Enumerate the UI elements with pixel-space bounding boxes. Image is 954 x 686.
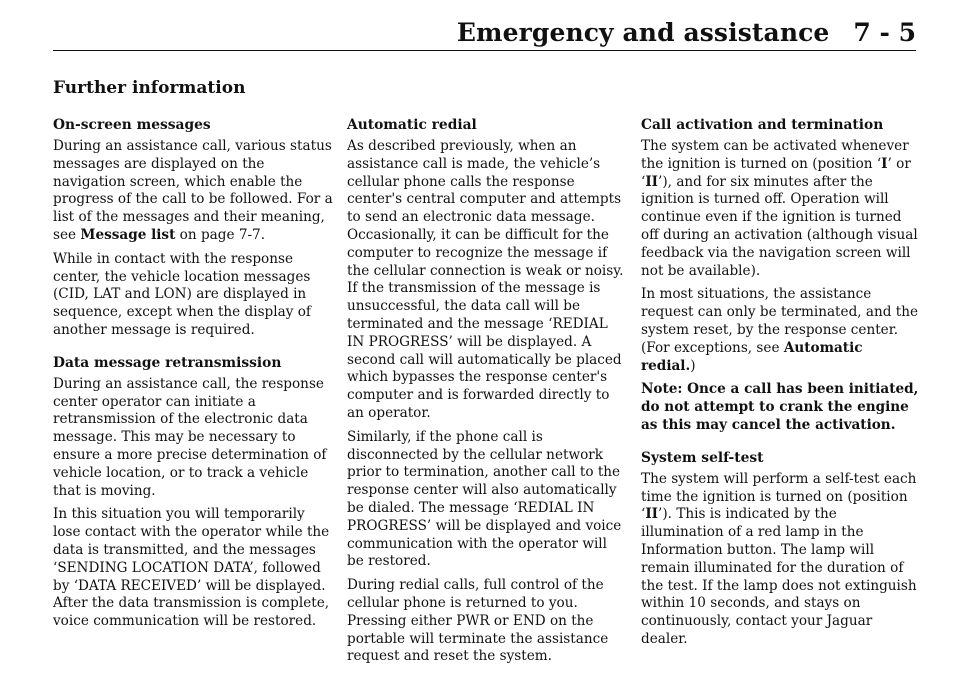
column-1	[53, 116, 333, 637]
ignition-position: II	[645, 173, 659, 190]
heading-call-activation: Call activation and termination	[641, 117, 884, 133]
heading-system-self-test: System self-test	[641, 449, 764, 466]
ignition-position: I	[881, 155, 888, 172]
paragraph-lose-contact: In this situation you will temporarily lose contact with the operator while the data is transmitted, and the messages ‘SENDING LOCATION DATA’, followed by ‘DATA RECEIVED’ will be displayed. After the data transmission is complete, voice communication will be restored.	[53, 506, 330, 630]
paragraph-redial-description: As described previously, when an assistance call is made, the vehicle’s cellular phone calls the response center's central computer and attempts to send an electronic data message. Occasionally, it can be difficult for the computer to recognize the message if the cellular connection is weak or noisy. If the transmission of the message is unsuccessful, the data call will be terminated and the message ‘REDIAL IN PROGRESS’ will be displayed. A second call will automatically be placed which bypasses the response center's computer and is forwarded directly to an operator.	[347, 138, 624, 421]
paragraph-text: on page 7-7.	[175, 226, 266, 243]
column-3	[641, 116, 921, 655]
heading-on-screen-messages: On-screen messages	[53, 117, 211, 133]
chapter-title: Emergency and assistance	[456, 18, 830, 47]
reference-automatic-redial: Automatic redial.	[641, 339, 863, 374]
heading-automatic-redial: Automatic redial	[347, 117, 477, 133]
paragraph-text: During an assistance call, various status messages are displayed on the navigation screen, which enable the progress of the call to be followed. For a list of the messages and their meaning, see	[53, 138, 333, 243]
paragraph-text: ’), and for six minutes after the ignition is turned off. Operation will continue even if the ignition is turned off during an activation (although visual feedback via the navigation screen will not be available).	[641, 173, 918, 279]
paragraph-self-test	[641, 471, 921, 649]
paragraph-text: )	[690, 357, 696, 374]
paragraph-text: ’ or ‘	[641, 155, 911, 190]
paragraph-status-messages	[53, 138, 333, 245]
paragraph-text: The system can be activated whenever the ignition is turned on (position ‘	[641, 138, 909, 172]
paragraph-termination	[641, 286, 921, 375]
paragraph-text: The system will perform a self-test each time the ignition is turned on (position ‘	[641, 470, 917, 523]
heading-data-message-retransmission: Data message retransmission	[53, 354, 282, 371]
paragraph-location-messages: While in contact with the response center, the vehicle location messages (CID, LAT and LON) are displayed in sequence, except when the display of another message is required.	[53, 250, 311, 338]
section-title: Further information	[53, 78, 246, 98]
page-header	[53, 18, 916, 51]
ignition-position: II	[645, 506, 659, 523]
page-number: 7 - 5	[853, 18, 916, 47]
paragraph-redial-control: During redial calls, full control of the cellular phone is returned to you. Pressing either PWR or END on the portable will terminate the assistance request and reset the system.	[347, 577, 609, 665]
paragraph-text: In most situations, the assistance request can only be terminated, and the system reset, by the response center. (For exceptions, see	[641, 286, 919, 356]
reference-message-list: Message list	[80, 226, 176, 243]
paragraph-retransmission: During an assistance call, the response center operator can initiate a retransmission of the electronic data message. This may be necessary to ensure a more precise determination of vehicle location, or to track a vehicle that is moving.	[53, 375, 327, 499]
paragraph-activation	[641, 138, 921, 280]
note-warning: Note: Once a call has been initiated, do not attempt to crank the engine as this may cancel the activation.	[641, 381, 919, 433]
column-2	[347, 116, 627, 672]
paragraph-disconnected: Similarly, if the phone call is disconnected by the cellular network prior to termination, another call to the response center will also automatically be dialed. The message ‘REDIAL IN PROGRESS’ will be displayed and voice communication with the operator will be restored.	[347, 428, 622, 570]
paragraph-text: ’). This is indicated by the illumination of a red lamp in the Information button. The lamp will remain illuminated for the duration of the test. If the lamp does not extinguish within 10 seconds, and stays on continuously, contact your Jaguar dealer.	[641, 506, 917, 647]
